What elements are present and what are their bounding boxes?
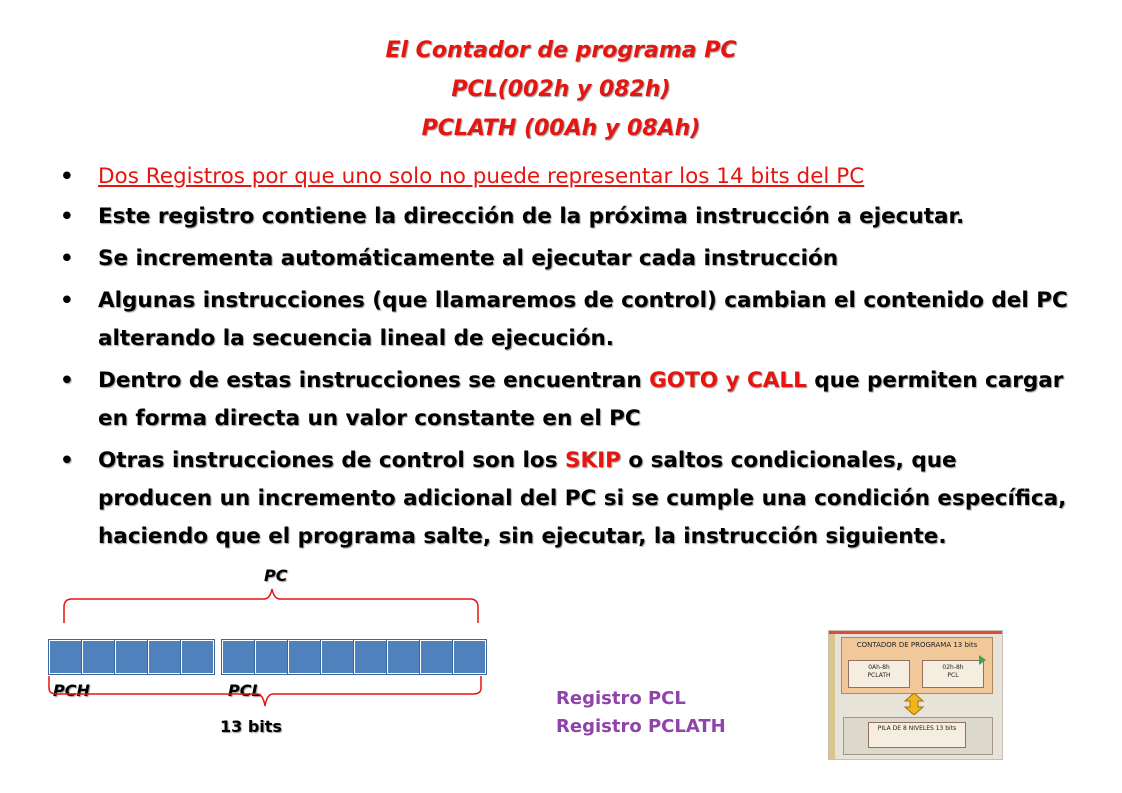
pcl-bit-cell: [453, 640, 486, 674]
figure-stack-block: [843, 717, 993, 755]
figure-pcl-box: [922, 660, 984, 688]
bullet-item-3: [60, 240, 1070, 278]
figure-pclath-addr: 0Ah-8h: [868, 664, 890, 671]
bullet-text: Este registro contiene la dirección de la próxima instrucción a ejecutar.: [98, 204, 965, 229]
figure-stack-label: PILA DE 8 NIVELES 13 bits: [868, 722, 966, 748]
registro-pclath-label: Registro PCLATH: [556, 716, 726, 737]
figure-double-arrow-icon: [901, 693, 927, 715]
figure-pclath-box: [848, 660, 910, 688]
pcl-bit-cell: [255, 640, 288, 674]
pcl-bit-cell: [321, 640, 354, 674]
bullet-text-post: que permiten cargar en forma directa un valor constante en el PC: [98, 368, 1064, 431]
figure-arrow-icon: [979, 655, 986, 665]
bullet-list: [60, 158, 1070, 560]
pcl-label: PCL: [228, 681, 262, 700]
pcl-bit-cell: [354, 640, 387, 674]
bullet-text: Algunas instrucciones (que llamaremos de control) cambian el contenido del PC alterando la secuencia lineal de ejecución.: [98, 288, 1068, 351]
bullet-item-6: [60, 442, 1070, 556]
bullet-text: Se incrementa automáticamente al ejecutar cada instrucción: [98, 246, 839, 271]
pc-label: PC: [264, 566, 288, 585]
bullet-item-4: [60, 282, 1070, 358]
figure-header: CONTADOR DE PROGRAMA 13 bits: [856, 641, 978, 649]
figure-pc-block: [841, 637, 993, 694]
bullet-item-2: [60, 198, 1070, 236]
pch-bit-cell: [82, 640, 115, 674]
pcl-bit-cell: [288, 640, 321, 674]
pc-brace: [60, 585, 490, 630]
pch-bit-cell: [181, 640, 214, 674]
bullet-text-pre: Otras instrucciones de control son los: [98, 448, 565, 473]
bits-brace: [45, 672, 485, 712]
figure-left-strip: [829, 634, 835, 759]
bullet-item-1: [60, 158, 1070, 196]
figure-pcl-name: PCL: [947, 672, 959, 679]
pcl-bit-cell: [420, 640, 453, 674]
title-line-3: PCLATH (00Ah y 08Ah): [421, 116, 701, 141]
pch-bit-cell: [49, 640, 82, 674]
bullet-text-pre: Dentro de estas instrucciones se encuentran: [98, 368, 650, 393]
figure-pclath-name: PCLATH: [867, 672, 891, 679]
pcl-bit-cell: [222, 640, 255, 674]
program-counter-figure: [828, 630, 1003, 760]
pch-bit-cell: [115, 640, 148, 674]
bullet-highlight: SKIP: [564, 448, 621, 473]
bullet-highlight: GOTO y CALL: [649, 368, 807, 393]
title-line-2: PCL(002h y 082h): [451, 77, 671, 102]
bullet-item-5: [60, 362, 1070, 438]
pch-bit-cell: [148, 640, 181, 674]
bits-label: 13 bits: [220, 717, 282, 736]
bullet-text: Dos Registros por que uno solo no puede representar los 14 bits del PC: [98, 164, 865, 189]
pcl-bit-cell: [387, 640, 420, 674]
registro-pcl-label: Registro PCL: [556, 688, 686, 709]
pch-label: PCH: [53, 681, 90, 700]
figure-pcl-addr: 02h-8h: [942, 664, 964, 671]
title-line-1: El Contador de programa PC: [385, 38, 737, 63]
bullet-text-post: o saltos condicionales, que producen un incremento adicional del PC si se cumple una condición específica, haciendo que el programa salte, sin ejecutar, la instrucción siguiente.: [98, 448, 1067, 549]
figure-top-bar: [829, 631, 1002, 634]
